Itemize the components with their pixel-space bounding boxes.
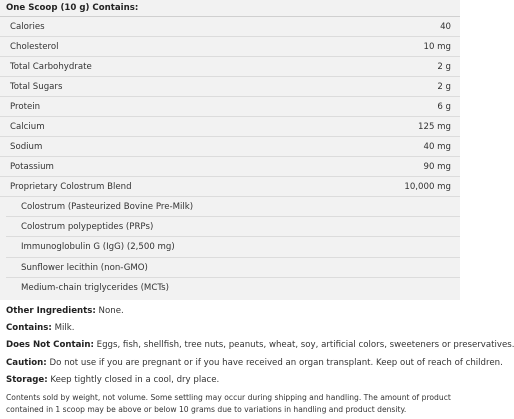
ingredient-label: Colostrum polypeptides (PRPs) [21, 221, 154, 232]
row-label: Total Carbohydrate [10, 61, 92, 72]
table-row [0, 177, 460, 197]
does-not-contain-text: Eggs, fish, shellfish, tree nuts, peanuts, wheat, soy, artificial colors, sweeteners or preservatives. [93, 340, 514, 350]
row-label: Cholesterol [10, 41, 59, 52]
row-value: 40 [440, 21, 451, 32]
blend-ingredient-row [6, 278, 460, 298]
other-ingredients-label: Other Ingredients: [6, 306, 96, 316]
table-row [0, 17, 460, 37]
table-row [0, 117, 460, 137]
other-ingredients [6, 306, 124, 316]
row-label: Proprietary Colostrum Blend [10, 181, 132, 192]
ingredient-label: Colostrum (Pasteurized Bovine Pre-Milk) [21, 201, 194, 212]
row-value: 6 g [437, 101, 451, 112]
blend-ingredient-row [6, 217, 460, 237]
row-value: 2 g [437, 61, 451, 72]
row-value: 40 mg [423, 141, 451, 152]
caution-text: Do not use if you are pregnant or if you have received an organ transplant. Keep out of reach of children. [46, 358, 503, 368]
other-ingredients-text: None. [95, 306, 124, 316]
table-row [0, 77, 460, 97]
table-row [0, 57, 460, 77]
does-not-contain-label: Does Not Contain: [6, 340, 94, 350]
row-label: Calories [10, 21, 45, 32]
row-label: Protein [10, 101, 41, 112]
row-label: Calcium [10, 121, 45, 132]
row-value: 10 mg [423, 41, 451, 52]
caution-note [6, 358, 503, 368]
row-value: 10,000 mg [404, 181, 451, 192]
blend-ingredient-row [6, 258, 460, 278]
serving-heading: One Scoop (10 g) Contains: [6, 3, 139, 13]
ingredient-label: Immunoglobulin G (IgG) (2,500 mg) [21, 242, 175, 252]
contains-text: Milk. [51, 323, 75, 333]
row-label: Sodium [10, 141, 43, 152]
blend-ingredient-row [6, 237, 460, 258]
caution-label: Caution: [6, 358, 47, 368]
row-label: Potassium [10, 161, 54, 172]
storage-text: Keep tightly closed in a cool, dry place. [47, 375, 220, 385]
table-row [0, 157, 460, 177]
row-label: Total Sugars [10, 81, 63, 92]
ingredient-label: Medium-chain triglycerides (MCTs) [21, 283, 169, 293]
table-row [0, 97, 460, 117]
storage-note [6, 375, 219, 385]
table-row [0, 37, 460, 57]
table-row [0, 137, 460, 157]
contains-label: Contains: [6, 323, 52, 333]
blend-ingredient-row [6, 197, 460, 217]
weight-disclaimer: Contents sold by weight, not volume. Some settling may occur during shipping and handling. The amount of product contained in 1 scoop may be above or below 10 grams due to variations in handling and product density. [6, 393, 451, 414]
row-value: 90 mg [423, 161, 451, 172]
row-value: 125 mg [418, 121, 451, 132]
ingredient-label: Sunflower lecithin (non-GMO) [21, 262, 148, 273]
table-header [0, 0, 460, 17]
row-value: 2 g [437, 81, 451, 92]
allergen-contains [6, 323, 75, 333]
storage-label: Storage: [6, 375, 48, 385]
allergen-free [6, 340, 514, 350]
